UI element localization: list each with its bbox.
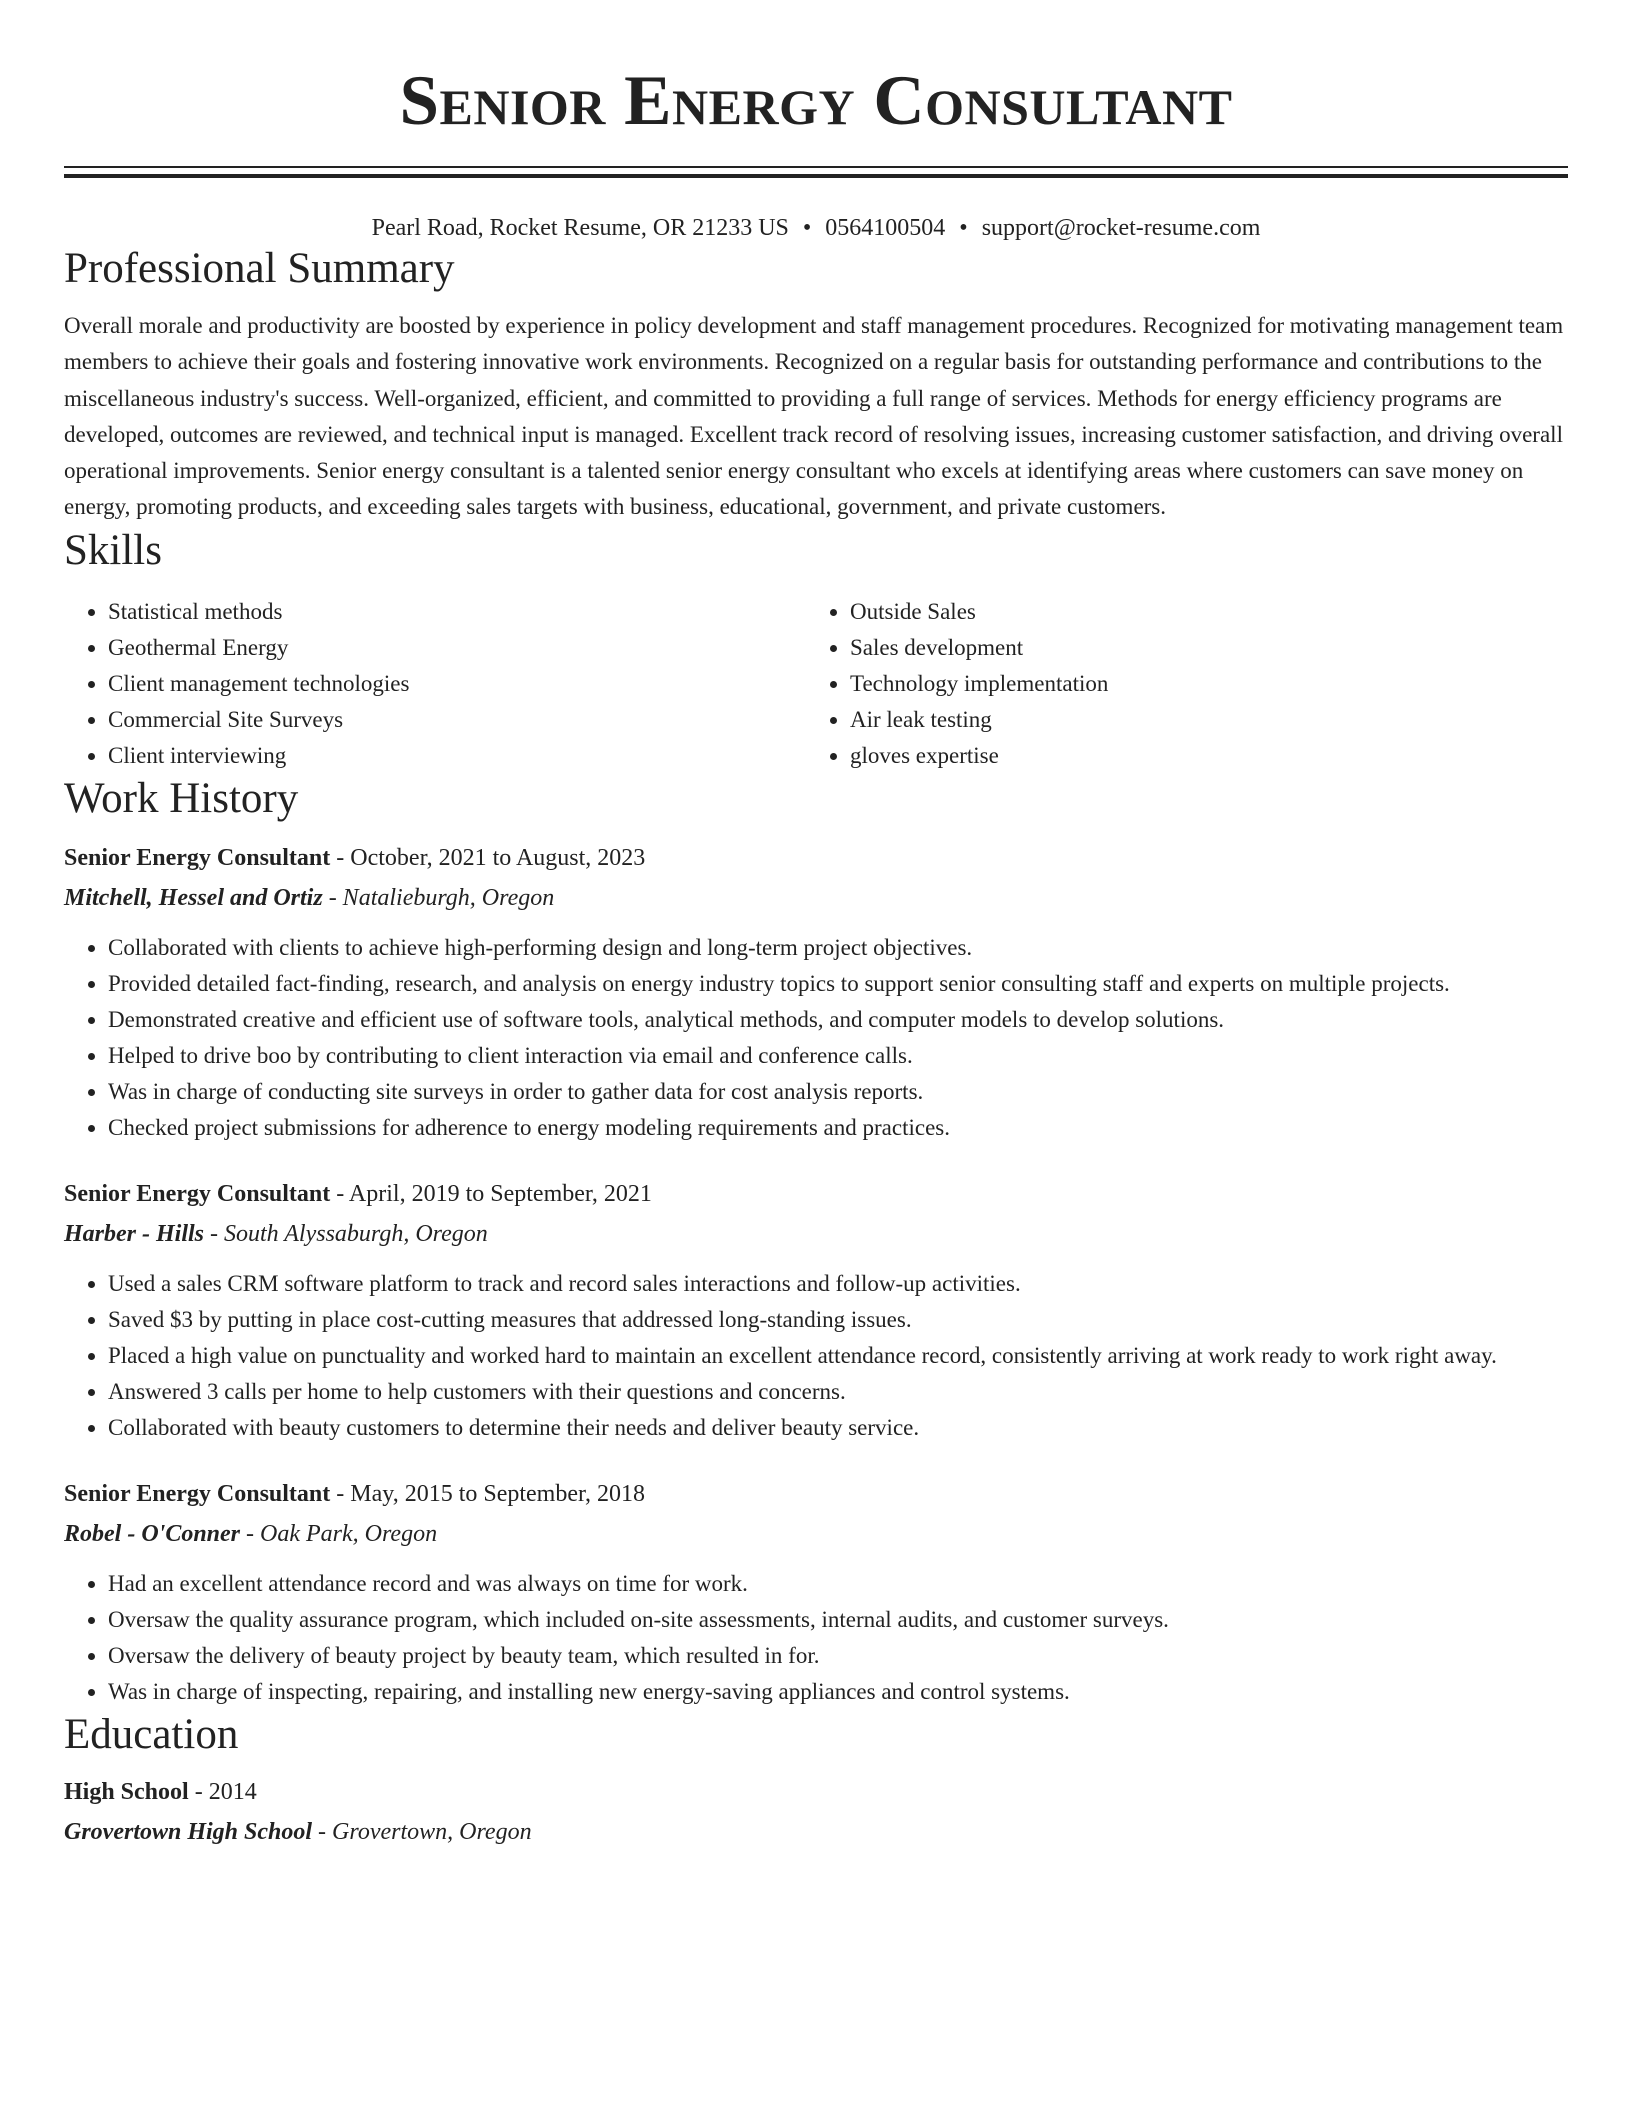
summary-heading: Professional Summary: [64, 245, 455, 292]
skills-column-left: [64, 594, 806, 774]
job-bullet: • Provided detailed fact-finding, research, and analysis on energy industry topics to support senior consulting staff and experts on multiple projects.: [108, 966, 1568, 1002]
skill-item: • Outside Sales: [850, 594, 1548, 630]
job-bullet: • Collaborated with beauty customers to determine their needs and deliver beauty service.: [108, 1410, 1568, 1446]
skills-list: [64, 594, 1568, 774]
job-bullets: [64, 930, 1568, 1146]
title-divider-thick: [64, 174, 1568, 178]
skills-column-right: [806, 594, 1548, 774]
skill-item: • Geothermal Energy: [108, 630, 806, 666]
job-title: Senior Energy Consultant: [64, 844, 331, 871]
job-entry: [64, 838, 1568, 1146]
job-entry: [64, 1174, 1568, 1446]
job-bullet: • Answered 3 calls per home to help customers with their questions and concerns.: [108, 1374, 1568, 1410]
job-bullet: • Checked project submissions for adherence to energy modeling requirements and practices.: [108, 1110, 1568, 1146]
resume-title: Senior Energy Consultant: [399, 62, 1233, 140]
skill-item: • Sales development: [850, 630, 1548, 666]
work-history-heading: Work History: [64, 774, 299, 822]
school-location: - Grovertown, Oregon: [312, 1818, 532, 1845]
company-name: Harber - Hills: [64, 1220, 205, 1247]
skill-item: • Client interviewing: [108, 738, 806, 774]
education-heading: Education: [64, 1710, 239, 1758]
job-bullet: • Saved $3 by putting in place cost-cutting measures that addressed long-standing issues.: [108, 1302, 1568, 1338]
job-title-line: [64, 1174, 1568, 1214]
bullet-separator: •: [959, 215, 968, 241]
job-title: Senior Energy Consultant: [64, 1180, 331, 1207]
job-title-line: [64, 1474, 1568, 1514]
school-line: [64, 1812, 1568, 1852]
job-dates: - October, 2021 to August, 2023: [330, 844, 646, 871]
skill-item: • Statistical methods: [108, 594, 806, 630]
job-bullet: • Was in charge of inspecting, repairing, and installing new energy-saving appliances and control systems.: [108, 1674, 1568, 1710]
degree-year: - 2014: [188, 1778, 257, 1805]
job-entry: [64, 1474, 1568, 1710]
job-bullet: • Helped to drive boo by contributing to client interaction via email and conference calls.: [108, 1038, 1568, 1074]
contact-phone: 0564100504: [825, 215, 946, 241]
job-dates: - April, 2019 to September, 2021: [330, 1180, 652, 1207]
skills-heading: Skills: [64, 526, 162, 574]
skill-item: • Commercial Site Surveys: [108, 702, 806, 738]
job-bullet: • Used a sales CRM software platform to track and record sales interactions and follow-up activities.: [108, 1266, 1568, 1302]
contact-line: [64, 212, 1568, 244]
degree-name: High School: [64, 1778, 189, 1805]
company-location: - Oak Park, Oregon: [240, 1520, 438, 1547]
job-bullet: • Oversaw the quality assurance program, which included on-site assessments, internal audits, and customer surveys.: [108, 1602, 1568, 1638]
school-name: Grovertown High School: [64, 1818, 313, 1845]
job-bullet: • Had an excellent attendance record and was always on time for work.: [108, 1566, 1568, 1602]
job-title-line: [64, 838, 1568, 878]
summary-text: Overall morale and productivity are boosted by experience in policy development and staff management procedures. Recognized for motivating management team members to achieve their goals and fostering innovative work environments. Recognized on a regular basis for outstanding performance and contributions to the miscellaneous industry's success. Well-organized, efficient, and committed to providing a full range of services. Methods for energy efficiency programs are developed, outcomes are reviewed, and technical input is managed. Excellent track record of resolving issues, increasing customer satisfaction, and driving overall operational improvements. Senior energy consultant is a talented senior energy consultant who excels at identifying areas where customers can save money on energy, promoting products, and exceeding sales targets with business, educational, government, and private customers.: [64, 313, 1564, 520]
job-bullet: • Demonstrated creative and efficient use of software tools, analytical methods, and computer models to develop solutions.: [108, 1002, 1568, 1038]
contact-address: Pearl Road, Rocket Resume, OR 21233 US: [371, 215, 789, 241]
bullet-separator: •: [802, 215, 812, 241]
skill-item: • gloves expertise: [850, 738, 1548, 774]
company-name: Mitchell, Hessel and Ortiz: [64, 884, 323, 911]
title-divider-thin: [64, 166, 1568, 168]
job-bullets: [64, 1566, 1568, 1710]
degree-line: [64, 1772, 1568, 1812]
job-title: Senior Energy Consultant: [64, 1480, 331, 1507]
company-location: - Natalieburgh, Oregon: [322, 884, 555, 911]
job-bullet: • Placed a high value on punctuality and worked hard to maintain an excellent attendance record, consistently arriving at work ready to work right away.: [108, 1338, 1568, 1374]
resume-page: [64, 0, 1568, 1852]
job-bullet: • Was in charge of conducting site surveys in order to gather data for cost analysis reports.: [108, 1074, 1568, 1110]
skill-item: • Client management technologies: [108, 666, 806, 702]
skill-item: • Air leak testing: [850, 702, 1548, 738]
skill-item: • Technology implementation: [850, 666, 1548, 702]
job-dates: - May, 2015 to September, 2018: [330, 1480, 646, 1507]
company-name: Robel - O'Conner: [64, 1520, 241, 1547]
company-line: [64, 1514, 1568, 1554]
company-line: [64, 1214, 1568, 1254]
contact-email: support@rocket-resume.com: [981, 215, 1261, 241]
job-bullets: [64, 1266, 1568, 1446]
company-location: - South Alyssaburgh, Oregon: [204, 1220, 488, 1247]
company-line: [64, 878, 1568, 918]
job-bullet: • Oversaw the delivery of beauty project by beauty team, which resulted in for.: [108, 1638, 1568, 1674]
job-bullet: • Collaborated with clients to achieve high-performing design and long-term project objectives.: [108, 930, 1568, 966]
